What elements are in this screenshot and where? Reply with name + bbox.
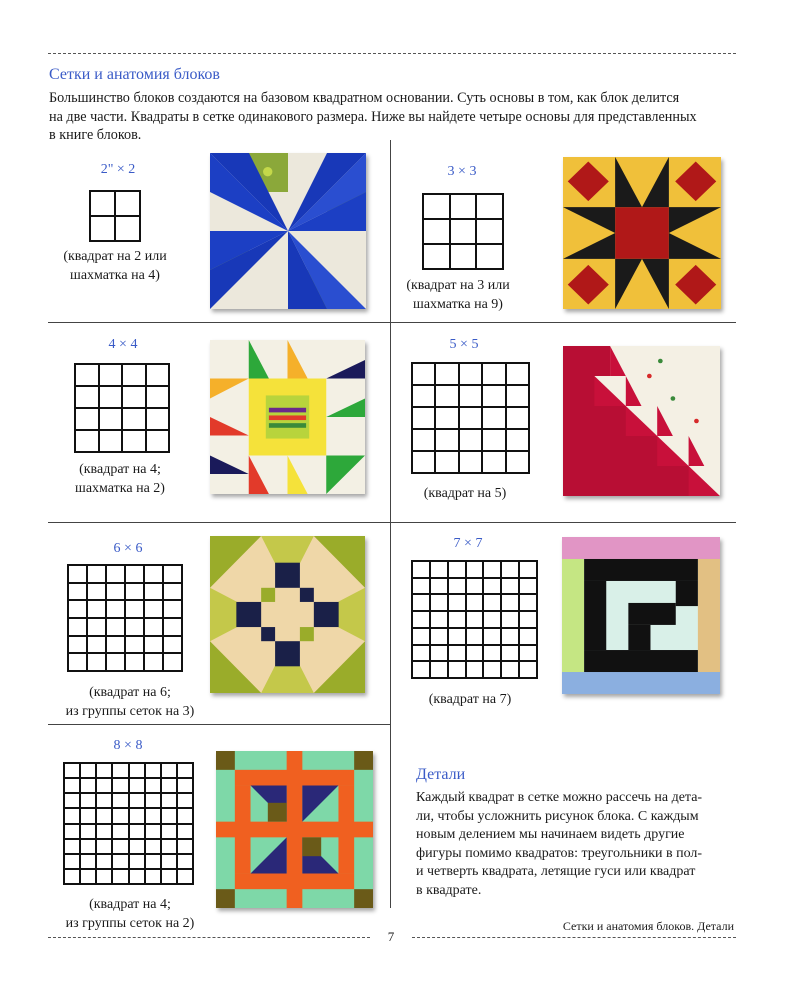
grid-cell (161, 793, 177, 808)
grid-cell (125, 653, 144, 671)
grid-cell (87, 600, 106, 618)
grid-cell (90, 216, 115, 241)
grid-cell (412, 429, 435, 451)
grid-cell (466, 645, 484, 662)
grid-cell (75, 364, 99, 386)
intro-line: Большинство блоков создаются на базовом квадратном основании. Суть основы в том, как блок делится (49, 90, 680, 106)
grid-cell (122, 386, 146, 408)
grid-cell (482, 407, 505, 429)
grid-cell (87, 653, 106, 671)
details-line: ли, чтобы усложнить рисунок блока. С каждым (416, 808, 699, 824)
grid-cell (177, 778, 193, 793)
grid-cell (412, 363, 435, 385)
grid-cell (412, 628, 430, 645)
grid-cell (96, 839, 112, 854)
grid-cell (506, 451, 529, 473)
grid-cell (519, 645, 537, 662)
grid-cell (448, 661, 466, 678)
grid-cell (163, 653, 182, 671)
grid-cell (466, 661, 484, 678)
grid-cell (112, 839, 128, 854)
grid-cell (112, 778, 128, 793)
caption-line: (квадрат на 5) (423, 486, 507, 501)
grid-cell (450, 194, 477, 219)
grid-cell (87, 565, 106, 583)
grid-cell (163, 636, 182, 654)
grid-cell (68, 600, 87, 618)
grid-cell (96, 763, 112, 778)
grid-cell (177, 793, 193, 808)
grid-cell (144, 618, 163, 636)
grid-cell (482, 451, 505, 473)
grid-cell (145, 824, 161, 839)
grid-cell (506, 407, 529, 429)
grid-cell (430, 611, 448, 628)
pinwheel-quilt-block-image (210, 153, 366, 309)
grid-cell (161, 778, 177, 793)
running-footer: Сетки и анатомия блоков. Детали (562, 919, 734, 933)
grid-cell (466, 594, 484, 611)
grid-cell (435, 407, 458, 429)
grid-cell (112, 808, 128, 823)
grid-cell (483, 611, 501, 628)
grid-cell (129, 854, 145, 869)
grid-cell (483, 594, 501, 611)
grid-cell (450, 219, 477, 244)
grid-cell (99, 386, 123, 408)
caption-line: шахматка на 4) (70, 268, 160, 283)
grid-cell (90, 191, 115, 216)
grid-cell (466, 578, 484, 595)
grid-cell (96, 854, 112, 869)
caption-line: шахматка на 2) (75, 481, 165, 496)
grid-cell (177, 869, 193, 884)
grid-cell (161, 839, 177, 854)
grid-cell (459, 363, 482, 385)
grid-cell (435, 429, 458, 451)
grid-cell (466, 628, 484, 645)
grid-cell (501, 561, 519, 578)
grid-cell (146, 364, 170, 386)
row-divider (48, 724, 390, 725)
grid-cell (163, 583, 182, 601)
grid-cell (106, 600, 125, 618)
grid-cell (145, 869, 161, 884)
grid-cell (80, 824, 96, 839)
grid-label: 2" × 2 (100, 162, 136, 177)
grid-cell (64, 778, 80, 793)
grid-cell (519, 611, 537, 628)
grid-cell (435, 363, 458, 385)
grid-cell (519, 628, 537, 645)
grid-label: 8 × 8 (113, 738, 143, 753)
grid-7x7 (411, 560, 538, 679)
grid-cell (96, 869, 112, 884)
grid-caption (40, 895, 220, 933)
grid-cell (501, 611, 519, 628)
grid-caption (388, 276, 528, 314)
grid-cell (106, 653, 125, 671)
grid-label: 6 × 6 (113, 541, 143, 556)
details-line: Каждый квадрат в сетке можно рассечь на дета- (416, 790, 703, 805)
details-line: и четверть квадрата, летящие гуси или квадрат (416, 864, 696, 879)
grid-cell (177, 763, 193, 778)
grid-cell (466, 561, 484, 578)
grid-8x8 (63, 762, 194, 885)
grid-cell (501, 645, 519, 662)
grid-cell (482, 429, 505, 451)
grid-cell (146, 430, 170, 452)
grid-cell (506, 363, 529, 385)
orange-green-quilt-block-image (216, 751, 373, 908)
grid-cell (106, 583, 125, 601)
grid-cell (80, 869, 96, 884)
grid-cell (64, 793, 80, 808)
grid-cell (448, 578, 466, 595)
grid-cell (64, 824, 80, 839)
caption-line: шахматка на 9) (413, 297, 503, 312)
grid-cell (476, 194, 503, 219)
grid-caption (395, 484, 535, 503)
grid-cell (75, 386, 99, 408)
grid-cell (146, 386, 170, 408)
grid-cell (163, 618, 182, 636)
grid-cell (423, 219, 450, 244)
grid-cell (68, 653, 87, 671)
grid-cell (80, 808, 96, 823)
grid-cell (412, 611, 430, 628)
grid-cell (115, 216, 140, 241)
grid-cell (87, 583, 106, 601)
grid-cell (435, 451, 458, 473)
grid-cell (519, 661, 537, 678)
grid-cell (125, 565, 144, 583)
grid-cell (144, 583, 163, 601)
grid-cell (96, 793, 112, 808)
grid-cell (506, 385, 529, 407)
grid-cell (68, 565, 87, 583)
grid-cell (64, 869, 80, 884)
grid-cell (106, 636, 125, 654)
caption-line: (квадрат на 4; (79, 462, 161, 477)
section-heading: Сетки и анатомия блоков (49, 66, 220, 83)
grid-3x3 (422, 193, 504, 270)
grid-cell (448, 561, 466, 578)
grid-label: 5 × 5 (449, 337, 479, 352)
grid-cell (75, 430, 99, 452)
grid-cell (145, 808, 161, 823)
details-paragraph (416, 789, 726, 900)
green-navy-quilt-block-image (210, 536, 365, 693)
grid-cell (96, 778, 112, 793)
grid-cell (177, 839, 193, 854)
grid-cell (112, 763, 128, 778)
grid-cell (144, 653, 163, 671)
grid-cell (483, 661, 501, 678)
grid-cell (129, 793, 145, 808)
grid-cell (68, 618, 87, 636)
sawtooth-quilt-block-image (563, 346, 720, 496)
grid-cell (96, 808, 112, 823)
grid-cell (144, 636, 163, 654)
grid-cell (412, 561, 430, 578)
grid-cell (448, 611, 466, 628)
grid-cell (161, 854, 177, 869)
grid-caption (40, 683, 220, 721)
caption-line: (квадрат на 3 или (406, 278, 510, 293)
grid-cell (177, 854, 193, 869)
page-number: 7 (387, 929, 395, 944)
grid-cell (145, 778, 161, 793)
grid-cell (435, 385, 458, 407)
grid-cell (430, 628, 448, 645)
grid-cell (412, 451, 435, 473)
grid-cell (459, 407, 482, 429)
row-divider (48, 322, 736, 323)
grid-label: 3 × 3 (447, 164, 477, 179)
grid-cell (161, 824, 177, 839)
details-line: новым делением мы начинаем видеть другие (416, 827, 685, 842)
grid-caption (45, 247, 185, 285)
grid-cell (96, 824, 112, 839)
grid-cell (64, 763, 80, 778)
grid-cell (112, 854, 128, 869)
grid-cell (448, 628, 466, 645)
grid-cell (145, 793, 161, 808)
grid-cell (122, 430, 146, 452)
grid-cell (129, 839, 145, 854)
grid-cell (482, 385, 505, 407)
grid-cell (129, 778, 145, 793)
grid-cell (129, 869, 145, 884)
caption-line: (квадрат на 7) (428, 692, 512, 707)
bottom-rule-left (48, 937, 370, 938)
grid-cell (106, 618, 125, 636)
grid-cell (423, 194, 450, 219)
grid-cell (448, 594, 466, 611)
grid-2x2 (89, 190, 141, 242)
grid-cell (80, 778, 96, 793)
grid-cell (412, 645, 430, 662)
bottom-rule-right (412, 937, 736, 938)
bear-paw-quilt-block-image (210, 340, 365, 494)
grid-cell (459, 451, 482, 473)
grid-cell (129, 808, 145, 823)
grid-cell (476, 244, 503, 269)
grid-cell (146, 408, 170, 430)
grid-cell (430, 594, 448, 611)
intro-line: в книге блоков. (49, 127, 142, 143)
details-line: фигуры помимо квадратов: треугольники в пол- (416, 845, 703, 861)
details-heading: Детали (416, 766, 466, 783)
grid-cell (412, 407, 435, 429)
grid-cell (125, 618, 144, 636)
maze-quilt-block-image (562, 537, 720, 694)
grid-cell (145, 839, 161, 854)
grid-cell (476, 219, 503, 244)
grid-cell (129, 824, 145, 839)
grid-cell (482, 363, 505, 385)
caption-line: (квадрат на 4; (89, 897, 171, 912)
grid-cell (80, 854, 96, 869)
grid-cell (430, 561, 448, 578)
caption-line: (квадрат на 2 или (63, 249, 167, 264)
grid-cell (483, 645, 501, 662)
grid-cell (75, 408, 99, 430)
grid-cell (163, 600, 182, 618)
grid-cell (412, 594, 430, 611)
grid-cell (112, 869, 128, 884)
grid-cell (459, 429, 482, 451)
grid-cell (519, 594, 537, 611)
caption-line: из группы сеток на 2) (65, 916, 195, 931)
grid-cell (122, 408, 146, 430)
grid-cell (483, 628, 501, 645)
grid-cell (80, 793, 96, 808)
grid-cell (423, 244, 450, 269)
grid-cell (125, 583, 144, 601)
grid-cell (112, 793, 128, 808)
grid-cell (129, 763, 145, 778)
grid-cell (87, 618, 106, 636)
grid-cell (161, 763, 177, 778)
grid-cell (64, 839, 80, 854)
column-divider (390, 140, 391, 908)
grid-6x6 (67, 564, 183, 672)
grid-cell (459, 385, 482, 407)
grid-cell (87, 636, 106, 654)
grid-cell (501, 578, 519, 595)
grid-cell (506, 429, 529, 451)
grid-cell (106, 565, 125, 583)
grid-cell (177, 808, 193, 823)
grid-cell (125, 636, 144, 654)
grid-cell (501, 628, 519, 645)
grid-cell (501, 594, 519, 611)
grid-cell (144, 565, 163, 583)
grid-caption (400, 690, 540, 709)
grid-5x5 (411, 362, 530, 474)
grid-cell (80, 839, 96, 854)
grid-cell (483, 578, 501, 595)
grid-cell (99, 364, 123, 386)
grid-cell (430, 578, 448, 595)
grid-cell (80, 763, 96, 778)
caption-line: из группы сеток на 3) (65, 704, 195, 719)
grid-cell (448, 645, 466, 662)
grid-cell (430, 661, 448, 678)
top-rule (48, 53, 736, 54)
grid-4x4 (74, 363, 170, 453)
grid-cell (430, 645, 448, 662)
intro-line: на две части. Квадраты в сетке одинакового размера. Ниже вы найдете четыре основы для представленных (49, 108, 697, 125)
grid-cell (144, 600, 163, 618)
grid-cell (99, 430, 123, 452)
grid-label: 7 × 7 (453, 536, 483, 551)
grid-cell (412, 661, 430, 678)
grid-cell (99, 408, 123, 430)
grid-cell (145, 854, 161, 869)
grid-cell (64, 808, 80, 823)
grid-cell (145, 763, 161, 778)
grid-caption (50, 460, 190, 498)
grid-label: 4 × 4 (108, 337, 138, 352)
grid-cell (519, 561, 537, 578)
details-line: в квадрате. (416, 882, 482, 898)
star-quilt-block-image (563, 157, 721, 309)
grid-cell (64, 854, 80, 869)
caption-line: (квадрат на 6; (89, 685, 171, 700)
grid-cell (483, 561, 501, 578)
grid-cell (115, 191, 140, 216)
grid-cell (161, 808, 177, 823)
grid-cell (68, 636, 87, 654)
grid-cell (450, 244, 477, 269)
grid-cell (412, 385, 435, 407)
grid-cell (501, 661, 519, 678)
grid-cell (112, 824, 128, 839)
grid-cell (161, 869, 177, 884)
intro-paragraph (49, 89, 739, 145)
grid-cell (519, 578, 537, 595)
grid-cell (125, 600, 144, 618)
grid-cell (177, 824, 193, 839)
grid-cell (466, 611, 484, 628)
row-divider (48, 522, 736, 523)
grid-cell (412, 578, 430, 595)
grid-cell (122, 364, 146, 386)
grid-cell (68, 583, 87, 601)
grid-cell (163, 565, 182, 583)
